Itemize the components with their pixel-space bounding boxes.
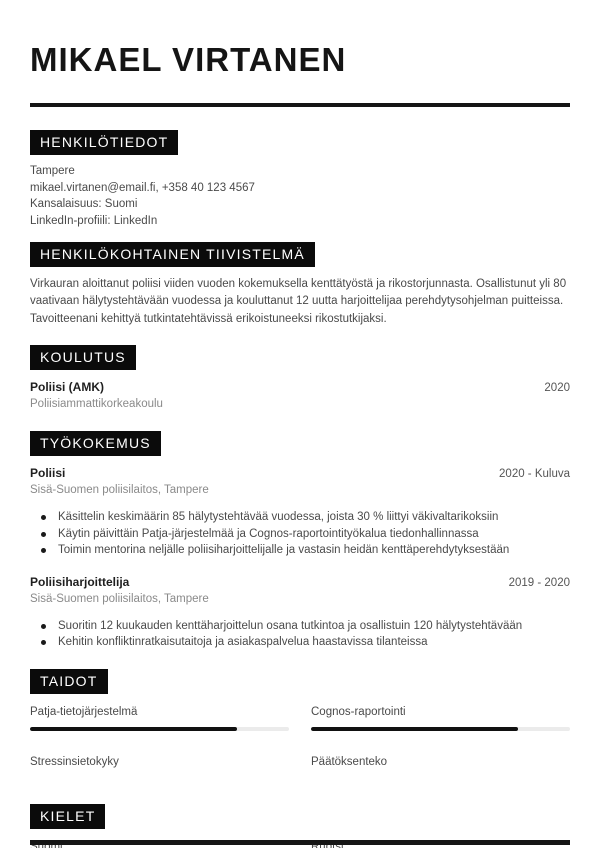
education-entry: [30, 380, 570, 410]
header-divider: [30, 103, 570, 107]
skill-bar-fill: [30, 727, 237, 731]
section-heading-experience: TYÖKOKEMUS: [30, 431, 161, 456]
section-heading-summary: HENKILÖKOHTAINEN TIIVISTELMÄ: [30, 242, 315, 267]
section-heading-education: KOULUTUS: [30, 345, 136, 370]
section-skills: [30, 669, 570, 786]
contact-block: [30, 163, 570, 229]
section-experience: [30, 431, 570, 650]
experience-entry: [30, 466, 570, 558]
skill-item: [311, 756, 570, 786]
section-personal: [30, 130, 570, 229]
summary-text: Virkauran aloittanut poliisi viiden vuoden kokemuksella kenttätyöstä ja rikostorjunnasta. Osallistunut yli 80 vaativaan hälytystehtävään vuodessa ja kouluttanut 12 uutta harjoittelijaa perehdytysohjelman puitteissa. Tavoitteenani kehittyä tutkintatehtävissä erikoistuneeksi rikostutkijaksi.: [30, 277, 567, 325]
job-organization: Sisä-Suomen poliisilaitos, Tampere: [30, 484, 209, 497]
skill-item: [30, 756, 289, 786]
section-heading-personal: HENKILÖTIEDOT: [30, 130, 178, 155]
skill-bar: [30, 727, 289, 731]
contact-email-phone: mikael.virtanen@email.fi, +358 40 123 4567: [30, 181, 255, 194]
job-bullet: Toimin mentorina neljälle poliisiharjoittelijalle ja vastasin heidän kenttäperehdytyksestään: [39, 542, 570, 558]
contact-linkedin: LinkedIn-profiili: LinkedIn: [30, 214, 158, 227]
section-heading-skills: TAIDOT: [30, 669, 108, 694]
resume-name: MIKAEL VIRTANEN: [30, 41, 347, 78]
job-bullet: Kehitin konfliktinratkaisutaitoja ja asiakaspalvelua haastavissa tilanteissa: [39, 634, 570, 650]
section-summary: [30, 242, 570, 329]
job-dates: 2019 - 2020: [508, 577, 570, 590]
job-bullet: Käytin päivittäin Patja-järjestelmää ja Cognos-raportointityökalua tiedonhallinnassa: [39, 526, 570, 542]
job-title: Poliisi: [30, 466, 66, 481]
job-organization: Sisä-Suomen poliisilaitos, Tampere: [30, 593, 209, 606]
skill-item: [311, 706, 570, 736]
footer-divider: [30, 840, 570, 845]
job-dates: 2020 - Kuluva: [499, 468, 570, 481]
skill-label: Stressinsietokyky: [30, 756, 119, 769]
skill-bar: [311, 727, 570, 731]
experience-entry: [30, 575, 570, 650]
education-school: Poliisiammattikorkeakoulu: [30, 398, 163, 411]
job-title: Poliisiharjoittelija: [30, 575, 130, 590]
job-bullet: Käsittelin keskimäärin 85 hälytystehtävää vuodessa, joista 30 % liittyi väkivaltarikoksiin: [39, 509, 570, 525]
job-bullets: [30, 509, 570, 558]
skill-label: Patja-tietojärjestelmä: [30, 706, 138, 719]
contact-nationality: Kansalaisuus: Suomi: [30, 198, 138, 211]
education-dates: 2020: [544, 382, 570, 395]
skill-bar-fill: [311, 727, 518, 731]
contact-location: Tampere: [30, 165, 75, 178]
skill-label: Päätöksenteko: [311, 756, 388, 769]
section-education: [30, 345, 570, 410]
section-heading-languages: KIELET: [30, 804, 105, 829]
education-degree: Poliisi (AMK): [30, 380, 104, 395]
skill-item: [30, 706, 289, 736]
skills-grid: [30, 706, 570, 786]
job-bullet: Suoritin 12 kuukauden kenttäharjoittelun osana tutkintoa ja osallistuin 120 hälytystehtävään: [39, 618, 570, 634]
job-bullets: [30, 618, 570, 650]
skill-label: Cognos-raportointi: [311, 706, 406, 719]
